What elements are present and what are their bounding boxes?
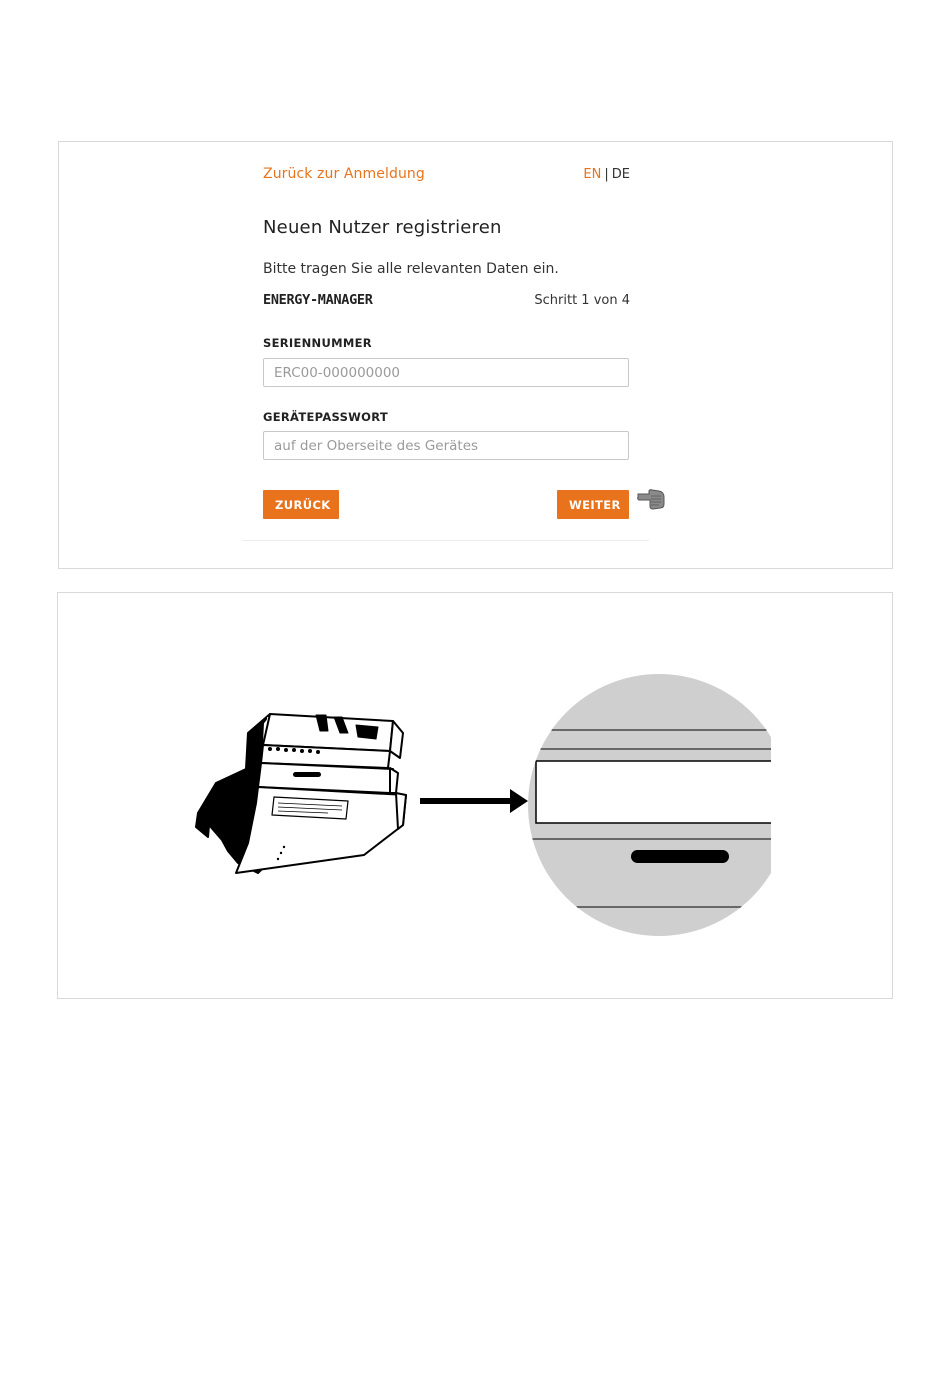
lang-en-link[interactable]: EN [583,167,602,182]
step-indicator: Schritt 1 von 4 [534,293,630,308]
device-password-input[interactable] [263,431,629,460]
energy-manager-device-image [196,714,406,873]
product-name: ENERGY-MANAGER [263,292,373,308]
zoom-detail-image [518,663,798,953]
serial-number-input[interactable] [263,358,629,387]
device-illustration [58,593,894,1000]
device-password-label: GERÄTEPASSWORT [263,410,389,424]
form-divider [242,540,649,541]
form-subtitle: Bitte tragen Sie alle relevanten Daten ein. [263,261,559,277]
serial-number-label: SERIENNUMMER [263,336,372,350]
language-switcher [583,167,630,182]
registration-form-panel [58,141,893,569]
device-illustration-panel [57,592,893,999]
back-to-login-link[interactable]: Zurück zur Anmeldung [263,166,425,182]
registration-form [263,142,630,542]
page-title: Neuen Nutzer registrieren [263,217,502,238]
next-button[interactable]: WEITER [557,490,629,519]
arrow-right-icon [420,789,528,813]
back-button[interactable]: ZURÜCK [263,490,339,519]
lang-separator: | [604,167,609,182]
lang-de-link[interactable]: DE [611,167,630,182]
hand-pointer-icon [637,488,667,512]
